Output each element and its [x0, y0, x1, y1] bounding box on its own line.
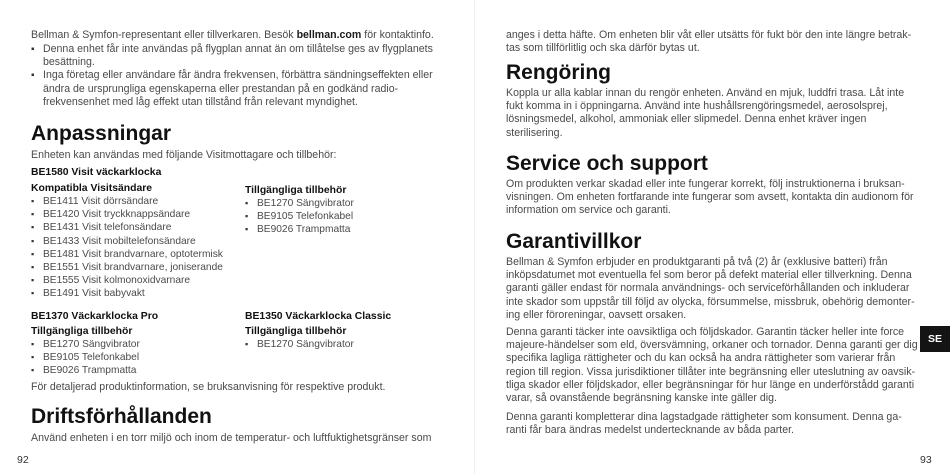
accessories-title: Tillgängliga tillbehör [245, 185, 347, 196]
list-item: ▪ BE1270 Sängvibrator [245, 197, 455, 210]
intro-suffix: för kontaktinfo. [361, 29, 434, 41]
list-item: ▪ BE9105 Telefonkabel [245, 210, 455, 223]
regulatory-bullets [31, 43, 435, 109]
heading-service-support: Service och support [506, 152, 708, 175]
list-item: ▪ BE1270 Sängvibrator [245, 338, 455, 351]
product-info-note: För detaljerad produktinformation, se bruksanvisning för respektive produkt. [31, 381, 386, 393]
continued-text-line-1: anges i detta häfte. Om enheten blir våt eller utsätts för fukt bör den inte längre betrak- [506, 29, 912, 41]
list-item: ▪ BE1420 Visit tryckknappsändare [31, 208, 241, 221]
list-item: ▪ BE1491 Visit babyvakt [31, 287, 241, 300]
intro-prefix: Bellman & Symfon-representant eller tillverkaren. Besök [31, 29, 297, 41]
bellman-link[interactable]: bellman.com [296, 29, 362, 41]
list-item: ▪ BE9026 Trampmatta [245, 223, 455, 236]
bullet-frequency: ▪ Inga företag eller användare får ändra frekvensen, förbättra sändningseffekten eller ändra de ursprungliga egenskaperna eller prestandan på en godkänd radiofrekvensenhet med låg effekt utan tillstånd från relevant myndighet. [31, 69, 435, 109]
be1370-title: BE1370 Väckarklocka Pro [31, 311, 159, 322]
list-item: ▪ BE1270 Sängvibrator [31, 338, 241, 351]
page-number-left: 92 [17, 454, 29, 466]
language-tab: SE [920, 326, 950, 352]
drift-text: Använd enheten i en torr miljö och inom de temperatur- och luftfuktighetsgränser som [31, 432, 432, 444]
list-item: ▪ BE1481 Visit brandvarnare, optotermisk [31, 248, 241, 261]
heading-rengoring: Rengöring [506, 61, 611, 84]
list-item: ▪ BE9026 Trampmatta [31, 364, 241, 377]
heading-garantivillkor: Garantivillkor [506, 230, 642, 253]
be1350-title: BE1350 Väckarklocka Classic [245, 311, 392, 322]
accessories-list [245, 197, 455, 237]
heading-driftsforhallanden: Driftsförhållanden [31, 405, 212, 428]
list-item: ▪ BE9105 Telefonkabel [31, 351, 241, 364]
right-page [475, 0, 950, 474]
rengoring-text: Koppla ur alla kablar innan du rengör enheten. Använd en mjuk, luddfri trasa. Låt inte fukt komma in i öppningarna. Använd inte hushållsrengöringsmedel, aerosolsprej, lösningsmedel, alkohol, ammoniak eller slipmedel. Denna enhet kräver ingen sterilisering. [506, 87, 905, 139]
list-item: ▪ BE1555 Visit kolmonoxidvarnare [31, 274, 241, 287]
be1370-accessories-title: Tillgängliga tillbehör [31, 326, 133, 337]
list-item: ▪ BE1433 Visit mobiltelefonsändare [31, 235, 241, 248]
garanti-paragraph-2: Denna garanti täcker inte oavsiktliga och följdskador. Garantin täcker heller inte force majeure-händelser som eld, översvämning, orkaner och tornador. Denna garanti ger dig specifika lagliga rättigheter och du kan också ha andra rättigheter som varierar från region till region. Vissa jurisdiktioner tillåter inte begränsning eller uteslutning av oavsiktliga skador eller följdskador, eller begränsningar för hur länge en underförstådd garanti varar, så ovanstående begränsning kanske inte gäller dig. [506, 326, 918, 405]
anpassningar-intro: Enheten kan användas med följande Visitmottagare och tillbehör: [31, 149, 337, 161]
list-item: ▪ BE1431 Visit telefonsändare [31, 221, 241, 234]
garanti-paragraph-1: Bellman & Symfon erbjuder en produktgaranti på två (2) år (exklusive batteri) från inköpsdatumet mot eventuella fel som beror på defekt material eller tillverkning. Denna garanti gäller endast för normala användnings- och serviceförhållanden och inkluderar inte skador som uppstår till följd av olycka, försummelse, missbruk, obehörig demontering eller föroreningar, oavsett orsaken. [506, 256, 915, 321]
be1370-list [31, 338, 241, 378]
page-number-right: 93 [920, 454, 932, 466]
be1350-list [245, 338, 455, 351]
be1580-title: BE1580 Visit väckarklocka [31, 167, 162, 178]
bullet-aircraft: ▪ Denna enhet får inte användas på flygplan annat än om tillåtelse ges av flygplanets besättning. [31, 43, 435, 69]
heading-anpassningar: Anpassningar [31, 122, 172, 145]
compatible-list [31, 195, 241, 301]
be1350-accessories-title: Tillgängliga tillbehör [245, 326, 347, 337]
service-text: Om produkten verkar skadad eller inte fungerar korrekt, följ instruktionerna i bruksanvisningen. Om enheten fortfarande inte fungerar som avsett, kontakta din audionom för information om service och garanti. [506, 178, 914, 217]
garanti-paragraph-3: Denna garanti kompletterar dina lagstadgade rättigheter som konsument. Denna garanti får bara ändras medelst undertecknande av båda parter. [506, 411, 902, 437]
list-item: ▪ BE1551 Visit brandvarnare, joniserande [31, 261, 241, 274]
continued-text-line-2: tas som tillförlitlig och ska därför bytas ut. [506, 42, 700, 54]
intro-line [31, 29, 451, 42]
compatible-title: Kompatibla Visitsändare [31, 183, 153, 194]
list-item: ▪ BE1411 Visit dörrsändare [31, 195, 241, 208]
